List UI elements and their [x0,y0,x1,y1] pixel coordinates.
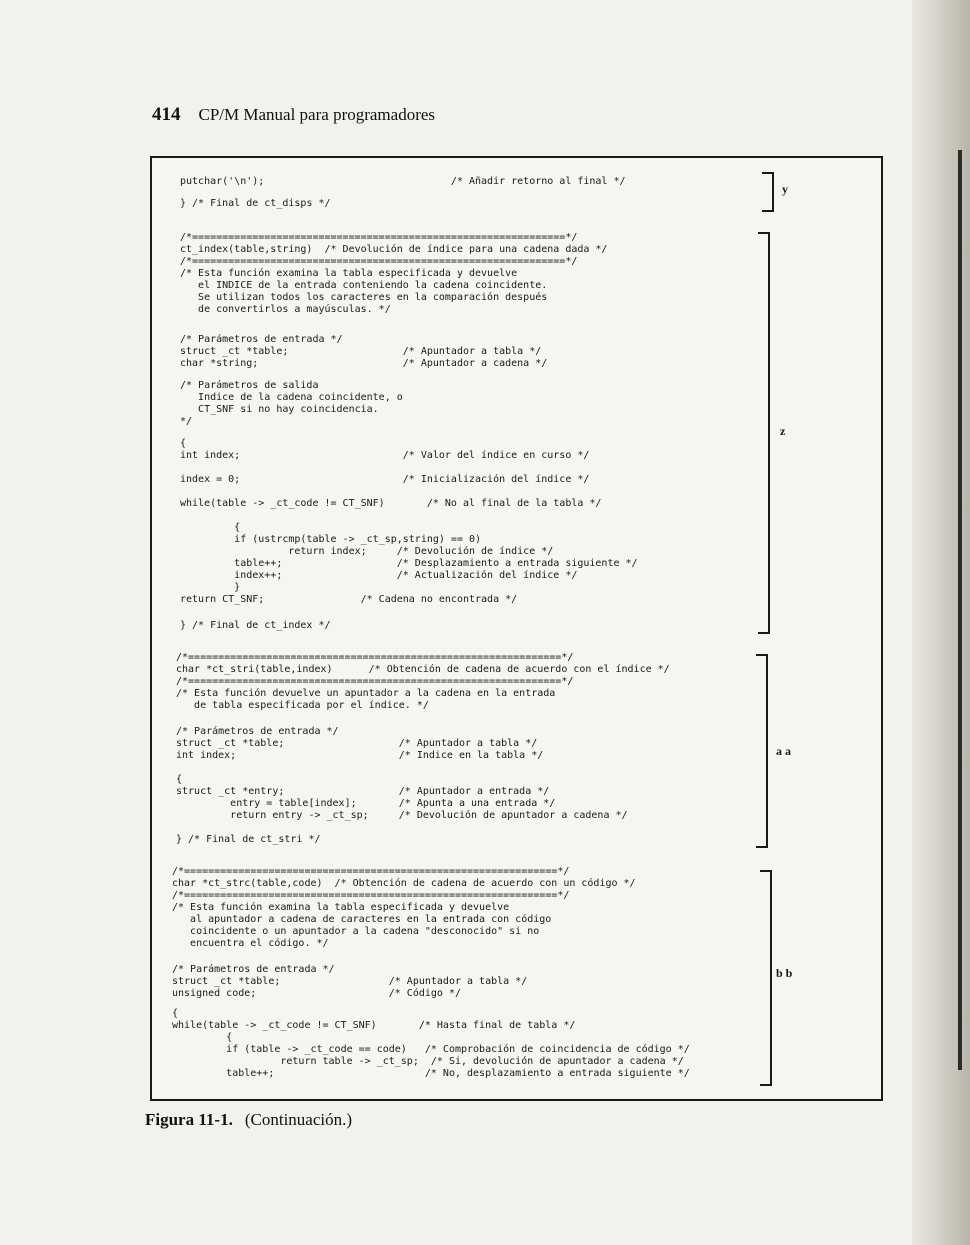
code-line: } /* Final de ct_disps */ [180,198,331,209]
running-title: CP/M Manual para programadores [198,105,436,124]
code-line: coincidente o un apuntador a la cadena "desconocido" si no [172,926,540,937]
code-line: return table -> _ct_sp; /* Si, devolución de apuntador a cadena */ [172,1056,684,1067]
code-line: /* Parámetros de entrada */ [176,726,339,737]
code-line: CT_SNF si no hay coincidencia. [180,404,379,415]
code-line: Se utilizan todos los caracteres en la comparación después [180,292,548,303]
code-line: while(table -> _ct_code != CT_SNF) /* No al final de la tabla */ [180,498,602,509]
code-line: { [172,1008,179,1019]
code-line: /*==============================================================*/ [180,232,578,243]
code-line: /* Parámetros de entrada */ [172,964,335,975]
code-line: { [180,438,187,449]
code-line: */ [180,416,193,427]
figure-number: Figura 11-1. [145,1110,233,1129]
annotation-brace [758,232,770,634]
code-line: return entry -> _ct_sp; /* Devolución de apuntador a cadena */ [176,810,628,821]
page-number: 414 [152,104,181,125]
code-line: { [176,774,183,785]
code-line: } /* Final de ct_index */ [180,620,331,631]
code-line: /* Esta función examina la tabla especificada y devuelve [172,902,510,913]
code-line: ct_index(table,string) /* Devolución de índice para una cadena dada */ [180,244,608,255]
annotation-brace-label: y [782,182,788,196]
code-line: /*==============================================================*/ [172,890,570,901]
page-header [152,104,435,126]
code-line: if (ustrcmp(table -> _ct_sp,string) == 0) [180,534,482,545]
code-line: table++; /* No, desplazamiento a entrada siguiente */ [172,1068,690,1079]
figure-caption-text: (Continuación.) [244,1110,353,1129]
figure-caption [145,1110,352,1130]
code-line: de convertirlos a mayúsculas. */ [180,304,391,315]
code-line: index++; /* Actualización del índice */ [180,570,578,581]
code-line: de tabla especificada por el índice. */ [176,700,429,711]
code-line: } [180,582,241,593]
code-line: entry = table[index]; /* Apunta a una entrada */ [176,798,556,809]
code-line: /*==============================================================*/ [180,256,578,267]
annotation-brace [760,870,772,1086]
code-line: int index; /* Indice en la tabla */ [176,750,544,761]
annotation-brace-label: a a [776,744,791,758]
code-line: al apuntador a cadena de caracteres en la entrada con código [172,914,552,925]
code-line: int index; /* Valor del índice en curso */ [180,450,590,461]
code-line: el INDICE de la entrada conteniendo la cadena coincidente. [180,280,548,291]
code-listing-frame [150,156,883,1101]
code-line: putchar('\n'); /* Añadir retorno al final */ [180,176,626,187]
code-line: /* Parámetros de salida [180,380,319,391]
code-line: /*==============================================================*/ [176,676,574,687]
code-line: table++; /* Desplazamiento a entrada siguiente */ [180,558,638,569]
code-line: /*==============================================================*/ [172,866,570,877]
code-line: while(table -> _ct_code != CT_SNF) /* Hasta final de tabla */ [172,1020,576,1031]
code-line: unsigned code; /* Código */ [172,988,461,999]
code-line: char *string; /* Apuntador a cadena */ [180,358,548,369]
code-line: /* Parámetros de entrada */ [180,334,343,345]
code-line: return index; /* Devolución de índice */ [180,546,554,557]
code-line: /*==============================================================*/ [176,652,574,663]
code-line: struct _ct *table; /* Apuntador a tabla */ [172,976,528,987]
annotation-brace-label: z [780,424,786,438]
code-line: char *ct_strc(table,code) /* Obtención de cadena de acuerdo con un código */ [172,878,636,889]
code-line: { [180,522,241,533]
annotation-brace-label: b b [776,966,793,980]
code-line: struct _ct *table; /* Apuntador a tabla */ [176,738,538,749]
adjacent-page-frame-edge [958,150,962,1070]
code-line: char *ct_stri(table,index) /* Obtención de cadena de acuerdo con el índice */ [176,664,670,675]
code-line: encuentra el código. */ [172,938,329,949]
code-line: if (table -> _ct_code == code) /* Comprobación de coincidencia de código */ [172,1044,690,1055]
annotation-brace [762,172,774,212]
code-line: return CT_SNF; /* Cadena no encontrada */ [180,594,518,605]
annotation-brace [756,654,768,848]
code-line: /* Esta función examina la tabla especificada y devuelve [180,268,518,279]
code-line: /* Esta función devuelve un apuntador a la cadena en la entrada [176,688,556,699]
code-line: index = 0; /* Inicialización del índice */ [180,474,590,485]
code-line: struct _ct *entry; /* Apuntador a entrada */ [176,786,550,797]
code-line: } /* Final de ct_stri */ [176,834,321,845]
code-line: Indice de la cadena coincidente, o [180,392,403,403]
adjacent-page-edge [912,0,970,1245]
code-line: struct _ct *table; /* Apuntador a tabla */ [180,346,542,357]
code-line: { [172,1032,233,1043]
